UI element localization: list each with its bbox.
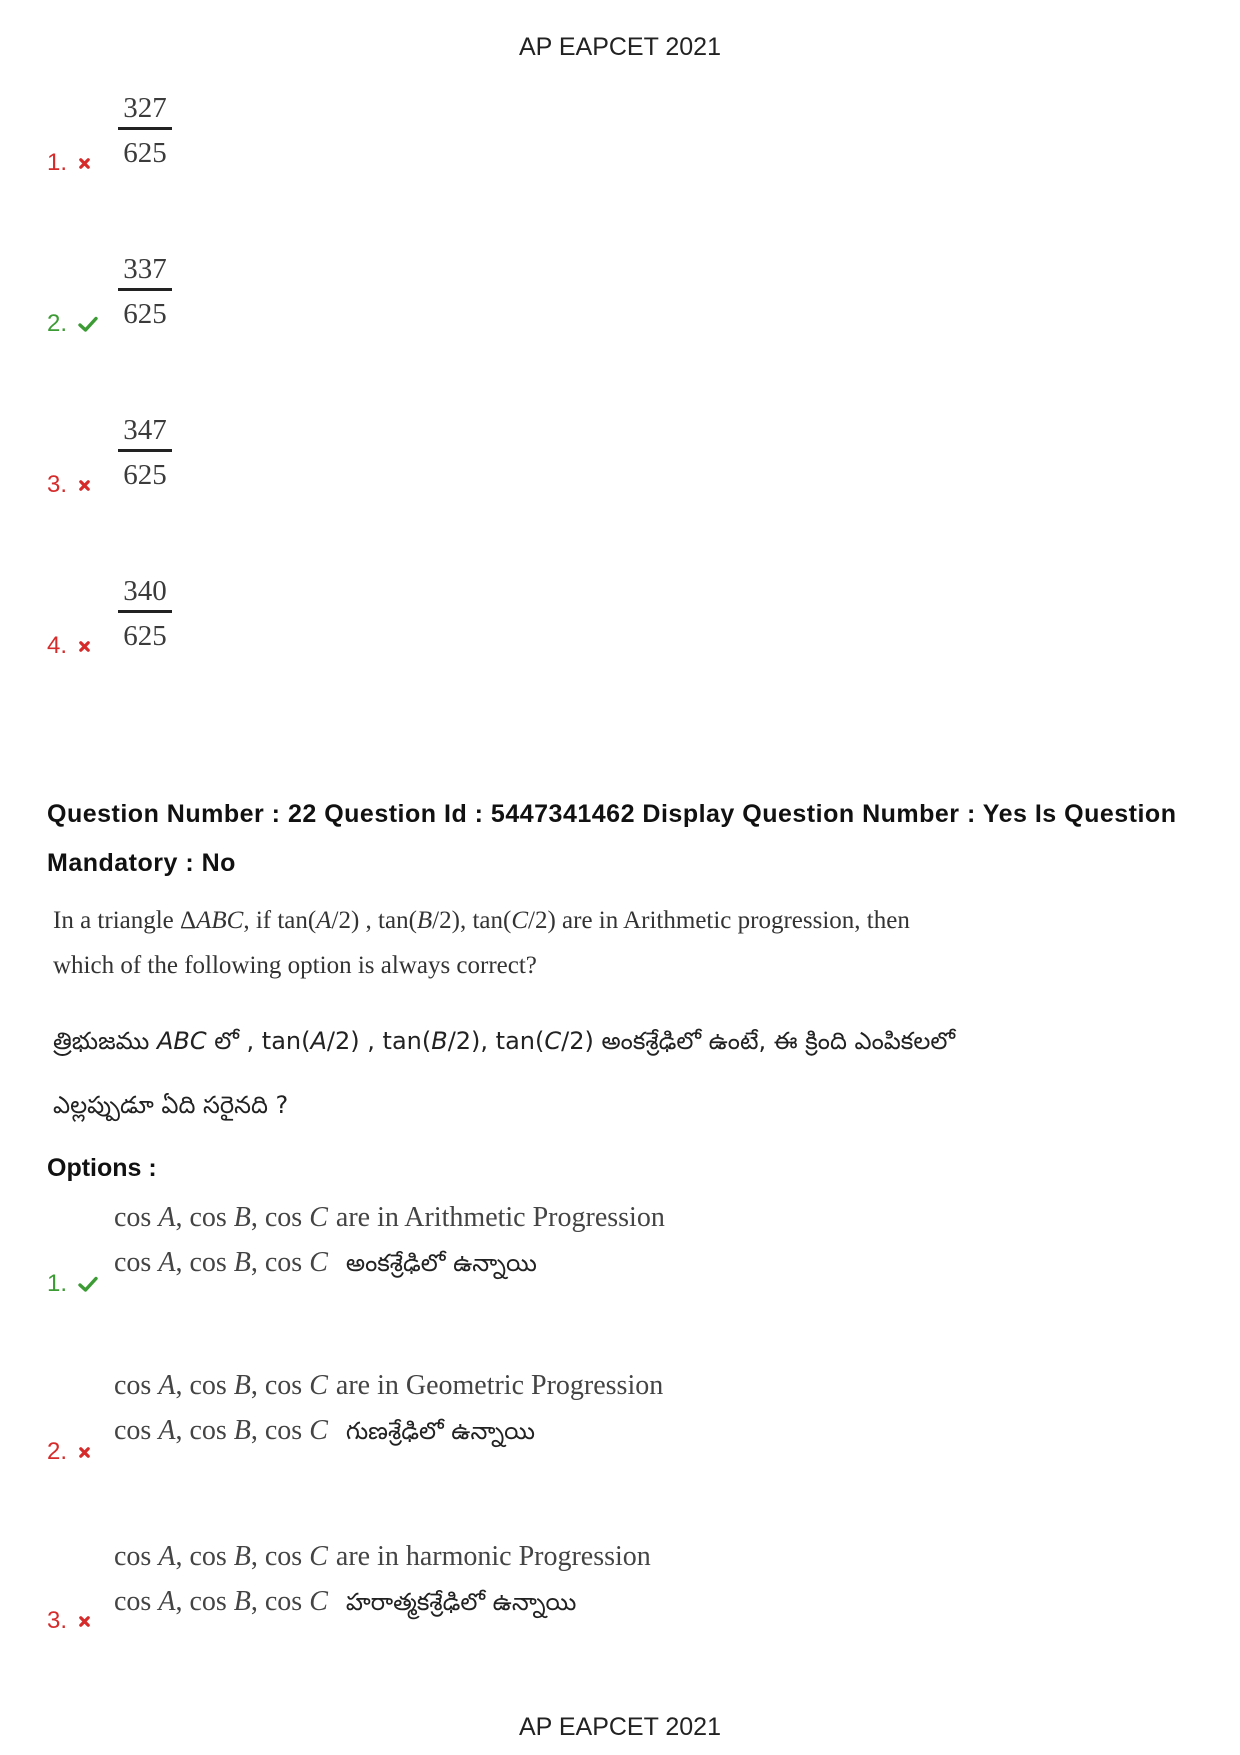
- fraction-numerator: 340: [123, 575, 167, 607]
- question-heading-line: Mandatory : No: [47, 849, 236, 877]
- fraction-bar: [118, 288, 172, 291]
- option-number: 3.: [47, 1607, 68, 1634]
- option-number: 1.: [47, 1270, 68, 1297]
- question-text-telugu: [53, 1009, 955, 1137]
- option-telugu: హరాత్మకశ్రేఢిలో ఉన్నాయి: [345, 1588, 577, 1616]
- fraction-answer: [116, 252, 174, 331]
- option-label: [47, 1606, 91, 1636]
- option-english-line: [114, 1534, 651, 1579]
- option-label: [47, 148, 91, 178]
- fraction-denominator: 625: [123, 298, 167, 330]
- page-footer: AP EAPCET 2021: [519, 1713, 721, 1741]
- option-label: [47, 309, 98, 339]
- option-english-line: [114, 1195, 665, 1240]
- option-math: cos A, cos B, cos C: [114, 1202, 328, 1233]
- fraction-bar: [118, 449, 172, 452]
- option-telugu: అంకశ్రేఢిలో ఉన్నాయి: [345, 1249, 537, 1277]
- option-math: cos A, cos B, cos C: [114, 1370, 328, 1401]
- question-text-english: [53, 898, 910, 988]
- question-line: త్రిభుజము ABC లో , tan(A/2) , tan(B/2), tan(C/2) అంకశ్రేఢిలో ఉంటే, ఈ క్రింది ఎంపికలలో: [53, 1027, 956, 1055]
- question-line: In a triangle ΔABC, if tan(A/2) , tan(B/2), tan(C/2) are in Arithmetic progression, then: [53, 907, 910, 934]
- option-number: 4.: [47, 632, 68, 659]
- option-number: 2.: [47, 310, 68, 337]
- option-english-line: [114, 1363, 663, 1408]
- option-label: [47, 1437, 91, 1467]
- option-number: 1.: [47, 149, 68, 176]
- option-label: [47, 631, 91, 661]
- option-math: cos A, cos B, cos C: [114, 1247, 328, 1278]
- option-telugu-line: [114, 1408, 663, 1454]
- cross-icon: [78, 479, 91, 492]
- cross-icon: [78, 1615, 91, 1628]
- fraction-bar: [118, 610, 172, 613]
- option-math: cos A, cos B, cos C: [114, 1541, 328, 1572]
- option-english: are in Arithmetic Progression: [335, 1202, 665, 1233]
- cross-icon: [78, 157, 91, 170]
- fraction-bar: [118, 127, 172, 130]
- fraction-numerator: 337: [123, 253, 167, 285]
- cross-icon: [78, 1446, 91, 1459]
- option-english: are in harmonic Progression: [335, 1541, 651, 1572]
- fraction-numerator: 347: [123, 414, 167, 446]
- question-line: ఎల్లప్పుడూ ఏది సరైనది ?: [53, 1091, 289, 1119]
- fraction-denominator: 625: [123, 459, 167, 491]
- option-english: are in Geometric Progression: [335, 1370, 664, 1401]
- question-heading: [47, 790, 1176, 888]
- option-telugu-line: [114, 1579, 651, 1625]
- cross-icon: [78, 640, 91, 653]
- option-text: [114, 1195, 665, 1286]
- option-text: [114, 1534, 651, 1625]
- fraction-denominator: 625: [123, 620, 167, 652]
- option-label: [47, 470, 91, 500]
- check-icon: [78, 1276, 98, 1292]
- fraction-denominator: 625: [123, 137, 167, 169]
- fraction-numerator: 327: [123, 92, 167, 124]
- option-text: [114, 1363, 663, 1454]
- page-header: AP EAPCET 2021: [519, 33, 721, 61]
- option-number: 3.: [47, 471, 68, 498]
- option-number: 2.: [47, 1438, 68, 1465]
- option-math: cos A, cos B, cos C: [114, 1586, 328, 1617]
- option-telugu-line: [114, 1240, 665, 1286]
- question-line: which of the following option is always correct?: [53, 952, 537, 979]
- option-math: cos A, cos B, cos C: [114, 1415, 328, 1446]
- option-label: [47, 1269, 98, 1299]
- options-heading: Options :: [47, 1154, 157, 1182]
- option-telugu: గుణశ్రేఢిలో ఉన్నాయి: [345, 1417, 536, 1445]
- fraction-answer: [116, 413, 174, 492]
- check-icon: [78, 316, 98, 332]
- fraction-answer: [116, 574, 174, 653]
- fraction-answer: [116, 91, 174, 170]
- question-heading-line: Question Number : 22 Question Id : 5447341462 Display Question Number : Yes Is Question: [47, 800, 1177, 828]
